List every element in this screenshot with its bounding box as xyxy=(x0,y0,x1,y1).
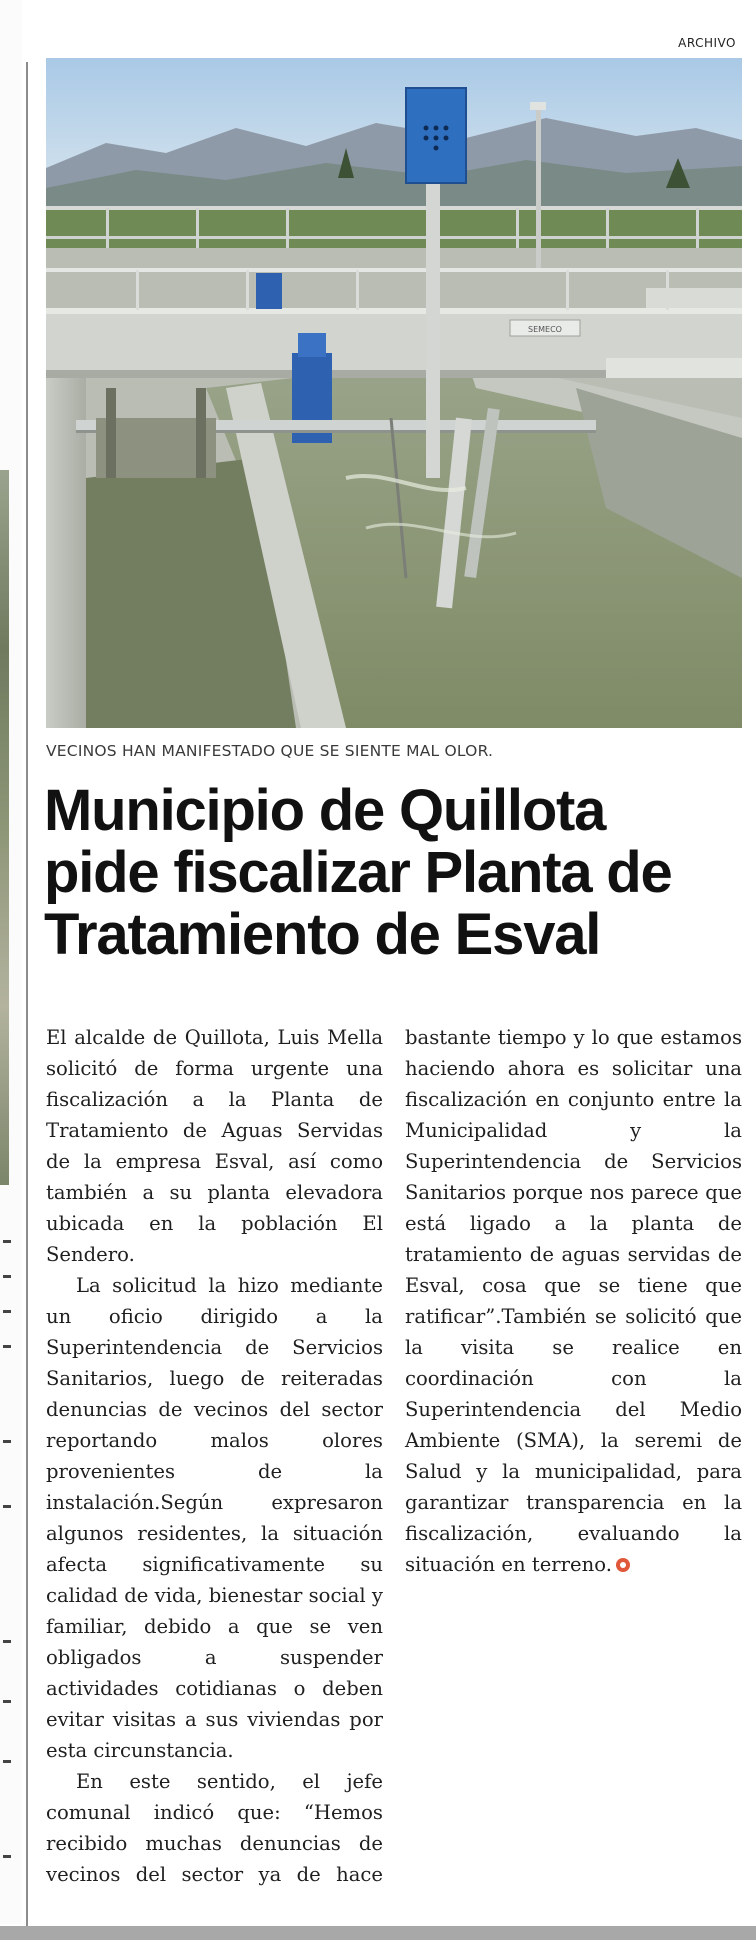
equipment-label: SEMECO xyxy=(528,325,562,334)
adjacent-text-fragment xyxy=(3,1440,11,1443)
end-of-article-icon xyxy=(616,1558,630,1572)
adjacent-text-fragment xyxy=(3,1700,11,1703)
headline-line: pide fiscalizar Planta de xyxy=(44,840,672,905)
adjacent-page-strip xyxy=(0,0,22,1924)
adjacent-photo-fragment xyxy=(0,470,9,1185)
photo-caption: VECINOS HAN MANIFESTADO QUE SE SIENTE MAL OLOR. xyxy=(46,742,494,760)
adjacent-text-fragment xyxy=(3,1855,11,1858)
headline-line: Tratamiento de Esval xyxy=(44,902,601,967)
headline-line: Municipio de Quillota xyxy=(44,778,606,843)
photo-credit: ARCHIVO xyxy=(678,36,736,50)
bottom-rule xyxy=(0,1926,756,1940)
article-paragraph: El alcalde de Quillota, Luis Mella solicitó de forma urgente una fiscalización a la Planta de Tratamiento de Aguas Servidas de la empresa Esval, así como también a su planta elevadora ubicada en la población El Sendero. xyxy=(46,1026,383,1266)
adjacent-text-fragment xyxy=(3,1505,11,1508)
adjacent-text-fragment xyxy=(3,1760,11,1763)
article-paragraph-text: En este sentido, el jefe comunal indicó que: “Hemos recibido muchas denuncias de vecinos del sector ya de hace bastante tiempo y lo que estamos haciendo ahora es solicitar una fiscalización en conjunto entre la Municipalidad y la Superintendencia de Servicios Sanitarios porque nos parece que está ligado a la planta de tratamiento de aguas servidas de Esval, cosa que se tiene que ratificar”.También se solicitó que la visita se realice en coordinación con la Superintendencia del Medio Ambiente (SMA), la seremi de Salud y la municipalidad, para garantizar transparencia en la fiscalización, evaluando la situación en terreno. xyxy=(46,1026,742,1886)
adjacent-text-fragment xyxy=(3,1310,11,1313)
adjacent-text-fragment xyxy=(3,1640,11,1643)
treatment-plant-photo xyxy=(46,58,742,728)
adjacent-text-fragment xyxy=(3,1345,11,1348)
adjacent-text-fragment xyxy=(3,1275,11,1278)
article-paragraph: La solicitud la hizo mediante un oficio dirigido a la Superintendencia de Servicios Sanitarios, luego de reiteradas denuncias de vecinos del sector reportando malos olores provenientes de la instalación.Según expresaron algunos residentes, la situación afecta significativamente su calidad de vida, bienestar social y familiar, debido a que se ven obligados a suspender actividades cotidianas o deben evitar visitas a sus viviendas por esta circunstancia. xyxy=(46,1274,383,1762)
column-divider xyxy=(26,62,28,1926)
adjacent-text-fragment xyxy=(3,1240,11,1243)
treatment-plant-illustration xyxy=(46,58,742,728)
headline xyxy=(44,780,744,966)
article-body xyxy=(46,1022,742,1902)
